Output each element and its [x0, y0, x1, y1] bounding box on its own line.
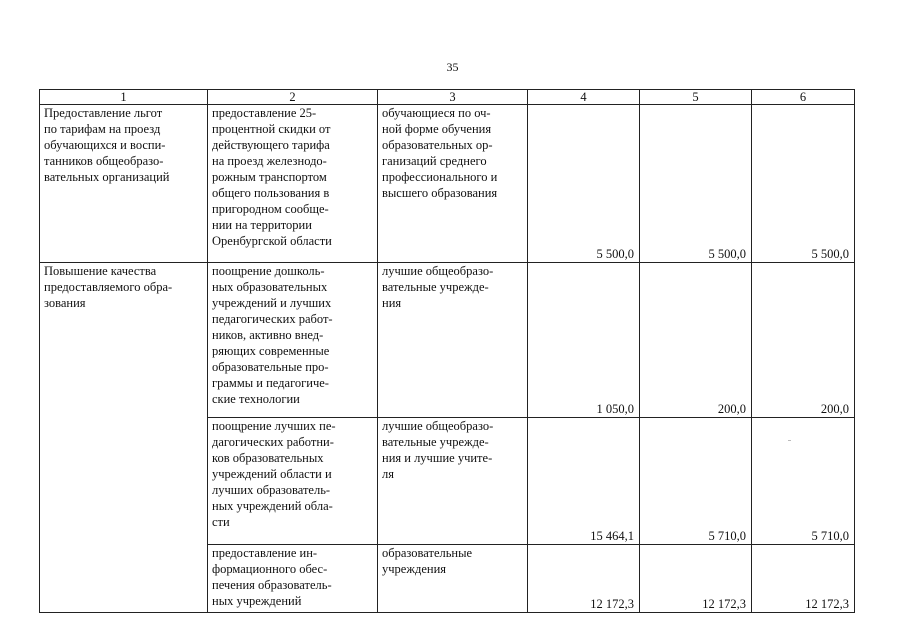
cell-description: предоставление ин- формационного обес- печения образователь- ных учреждений: [208, 545, 378, 613]
cell-value: 5 500,0: [752, 105, 855, 263]
cell-recipients: лучшие общеобразо- вательные учрежде- ния: [378, 263, 528, 418]
cell-value: 200,0: [640, 263, 752, 418]
cell-value: 200,0: [752, 263, 855, 418]
table-row: [40, 263, 855, 418]
header-cell: 5: [640, 90, 752, 105]
cell-recipients: образовательные учреждения: [378, 545, 528, 613]
header-cell: 6: [752, 90, 855, 105]
cell-value: 5 500,0: [528, 105, 640, 263]
cell-description: поощрение дошколь- ных образовательных учреждений и лучших педагогических работ- ников, активно внед- ряющих современные образовательные про- граммы и педагогиче- ские технологии: [208, 263, 378, 418]
cell-value: 5 500,0: [640, 105, 752, 263]
cell-value: 15 464,1: [528, 418, 640, 545]
cell-recipients: обучающиеся по оч- ной форме обучения образовательных ор- ганизаций среднего профессионального и высшего образования: [378, 105, 528, 263]
cell-value: 12 172,3: [640, 545, 752, 613]
header-cell: 3: [378, 90, 528, 105]
cell-value: 5 710,0: [752, 418, 855, 545]
cell-recipients: лучшие общеобразо- вательные учрежде- ния и лучшие учите- ля: [378, 418, 528, 545]
header-cell: 4: [528, 90, 640, 105]
cell-value: 12 172,3: [528, 545, 640, 613]
table-row: [40, 105, 855, 263]
header-cell: 1: [40, 90, 208, 105]
cell-value: 1 050,0: [528, 263, 640, 418]
cell-value: 12 172,3: [752, 545, 855, 613]
cell-measure: Предоставление льгот по тарифам на проезд обучающихся и воспи- танников общеобразо- вательных организаций: [40, 105, 208, 263]
page-number: 35: [446, 60, 459, 74]
data-table: [39, 89, 855, 613]
cell-measure: Повышение качества предоставляемого обра- зования: [40, 263, 208, 613]
scan-speck: [788, 440, 791, 441]
header-cell: 2: [208, 90, 378, 105]
cell-description: предоставление 25- процентной скидки от действующего тарифа на проезд железнодо- рожным транспортом общего пользования в пригородном сообще- нии на территории Оренбургской области: [208, 105, 378, 263]
cell-description: поощрение лучших пе- дагогических работни- ков образовательных учреждений области и лучших образователь- ных учреждений обла- сти: [208, 418, 378, 545]
cell-value: 5 710,0: [640, 418, 752, 545]
table-header-row: [40, 90, 855, 105]
